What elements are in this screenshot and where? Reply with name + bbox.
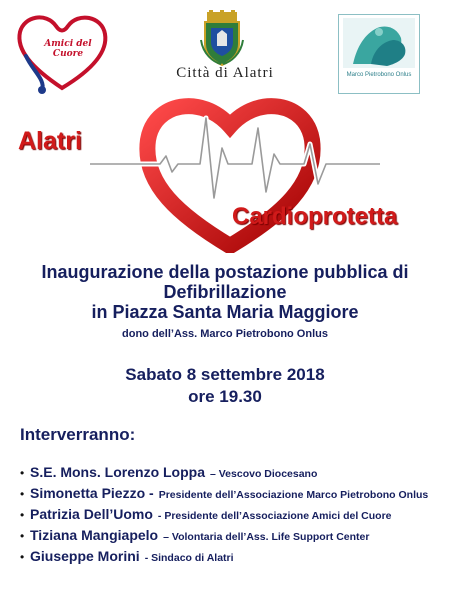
list-item	[20, 548, 440, 569]
bullet-icon: •	[20, 550, 25, 564]
city-name: Città di Alatri	[176, 65, 274, 81]
event-time: ore 19.30	[188, 387, 262, 406]
speaker-role: - Presidente dell’Associazione Amici del Cuore	[157, 510, 392, 522]
list-item	[20, 485, 440, 506]
amici-del-cuore-logo	[12, 8, 112, 96]
city-crest-icon	[199, 10, 245, 66]
gift-note: dono dell’Ass. Marco Pietrobono Onlus	[122, 328, 328, 340]
event-datetime	[0, 364, 450, 408]
speaker-role: – Vescovo Diocesano	[210, 468, 318, 480]
list-item	[20, 506, 440, 527]
title-alatri: Alatri	[18, 127, 82, 155]
hands-icon	[343, 18, 415, 68]
marco-pietrobono-logo	[338, 14, 420, 94]
list-item	[20, 527, 440, 548]
bullet-icon: •	[20, 508, 25, 522]
pietrobono-logo-text: Marco Pietrobono Onlus	[346, 72, 412, 78]
speaker-name: Simonetta Piezzo -	[30, 485, 154, 501]
event-date: Sabato 8 settembre 2018	[125, 365, 325, 384]
speaker-name: S.E. Mons. Lorenzo Loppa	[30, 464, 205, 480]
headline-line-1: Inaugurazione della postazione pubblica di	[41, 262, 409, 282]
list-item	[20, 464, 440, 485]
bullet-icon: •	[20, 466, 25, 480]
bullet-icon: •	[20, 529, 25, 543]
speaker-name: Giuseppe Morini	[30, 548, 140, 564]
speaker-role: - Sindaco di Alatri	[144, 552, 234, 564]
headline	[0, 262, 450, 322]
title-cardioprotetta: Cardioprotetta	[232, 203, 398, 230]
speakers-heading: Interverranno:	[20, 425, 136, 444]
headline-line-2: Defibrillazione	[163, 282, 287, 302]
headline-line-3: in Piazza Santa Maria Maggiore	[91, 302, 359, 322]
speaker-role: Presidente dell’Associazione Marco Pietrobono Onlus	[158, 489, 429, 501]
speaker-name: Tiziana Mangiapelo	[30, 527, 159, 543]
speaker-name: Patrizia Dell’Uomo	[30, 506, 153, 522]
speakers-list	[20, 464, 440, 569]
bullet-icon: •	[20, 487, 25, 501]
amici-logo-text: Amici del Cuore	[44, 39, 92, 59]
speaker-role: – Volontaria dell’Ass. Life Support Center	[163, 531, 370, 543]
